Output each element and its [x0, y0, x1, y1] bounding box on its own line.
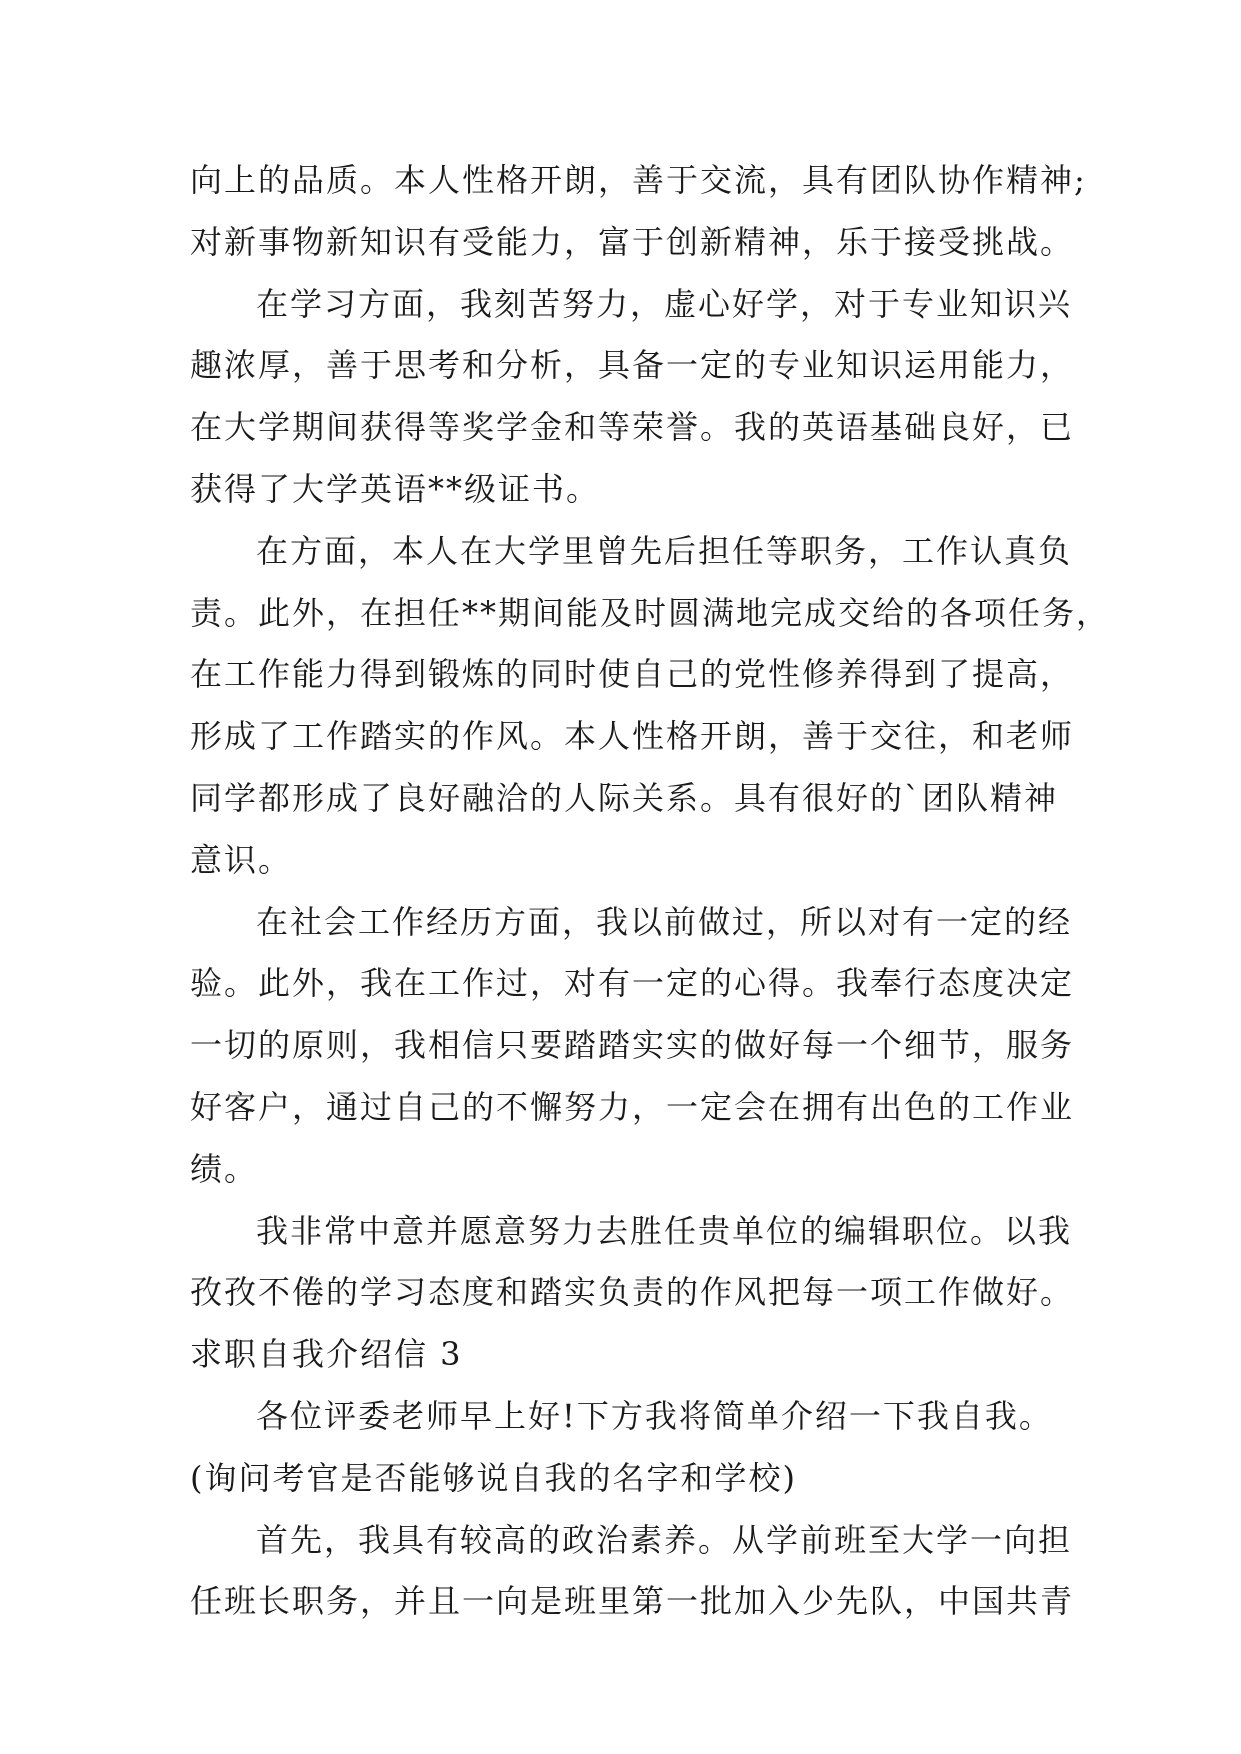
section-heading: 求职自我介绍信 3 — [190, 1335, 463, 1374]
text-line: 各位评委老师早上好!下方我将简单介绍一下我自我。 — [256, 1396, 1053, 1435]
text-line: 在方面，本人在大学里曾先后担任等职务，工作认真负 — [256, 531, 1073, 570]
text-line: 责。此外，在担任**期间能及时圆满地完成交给的各项任务， — [190, 593, 1111, 632]
text-line: 获得了大学英语**级证书。 — [190, 469, 601, 508]
text-line: 我非常中意并愿意努力去胜任贵单位的编辑职位。以我 — [256, 1211, 1073, 1250]
text-line: 向上的品质。本人性格开朗，善于交流，具有团队协作精神; — [190, 161, 1087, 199]
text-line: 任班长职务，并且一向是班里第一批加入少先队，中国共青 — [190, 1582, 1075, 1621]
text-line: 在学习方面，我刻苦努力，虚心好学，对于专业知识兴 — [256, 284, 1073, 323]
text-line: 同学都形成了良好融洽的人际关系。具有很好的`团队精神 — [190, 778, 1059, 817]
text-line: 一切的原则，我相信只要踏踏实实的做好每一个细节，服务 — [190, 1026, 1075, 1065]
text-line: 在大学期间获得等奖学金和等荣誉。我的英语基础良好，已 — [190, 408, 1075, 447]
text-line: 好客户，通过自己的不懈努力，一定会在拥有出色的工作业 — [190, 1087, 1075, 1126]
text-line: 首先，我具有较高的政治素养。从学前班至大学一向担 — [256, 1520, 1073, 1559]
text-line: 孜孜不倦的学习态度和踏实负责的作风把每一项工作做好。 — [190, 1273, 1075, 1312]
text-line: 绩。 — [190, 1149, 259, 1188]
text-line: 对新事物新知识有受能力，富于创新精神，乐于接受挑战。 — [190, 222, 1075, 261]
text-line: 形成了工作踏实的作风。本人性格开朗，善于交往，和老师 — [190, 717, 1075, 756]
text-line: 趣浓厚，善于思考和分析，具备一定的专业知识运用能力， — [190, 346, 1075, 385]
text-line: 意识。 — [190, 840, 293, 879]
text-line: 在工作能力得到锻炼的同时使自己的党性修养得到了提高， — [190, 655, 1075, 694]
text-line: 验。此外，我在工作过，对有一定的心得。我奉行态度决定 — [190, 964, 1075, 1003]
document-body — [190, 150, 1111, 1633]
text-line: (询问考官是否能够说自我的名字和学校) — [190, 1458, 797, 1497]
text-line: 在社会工作经历方面，我以前做过，所以对有一定的经 — [256, 902, 1073, 941]
